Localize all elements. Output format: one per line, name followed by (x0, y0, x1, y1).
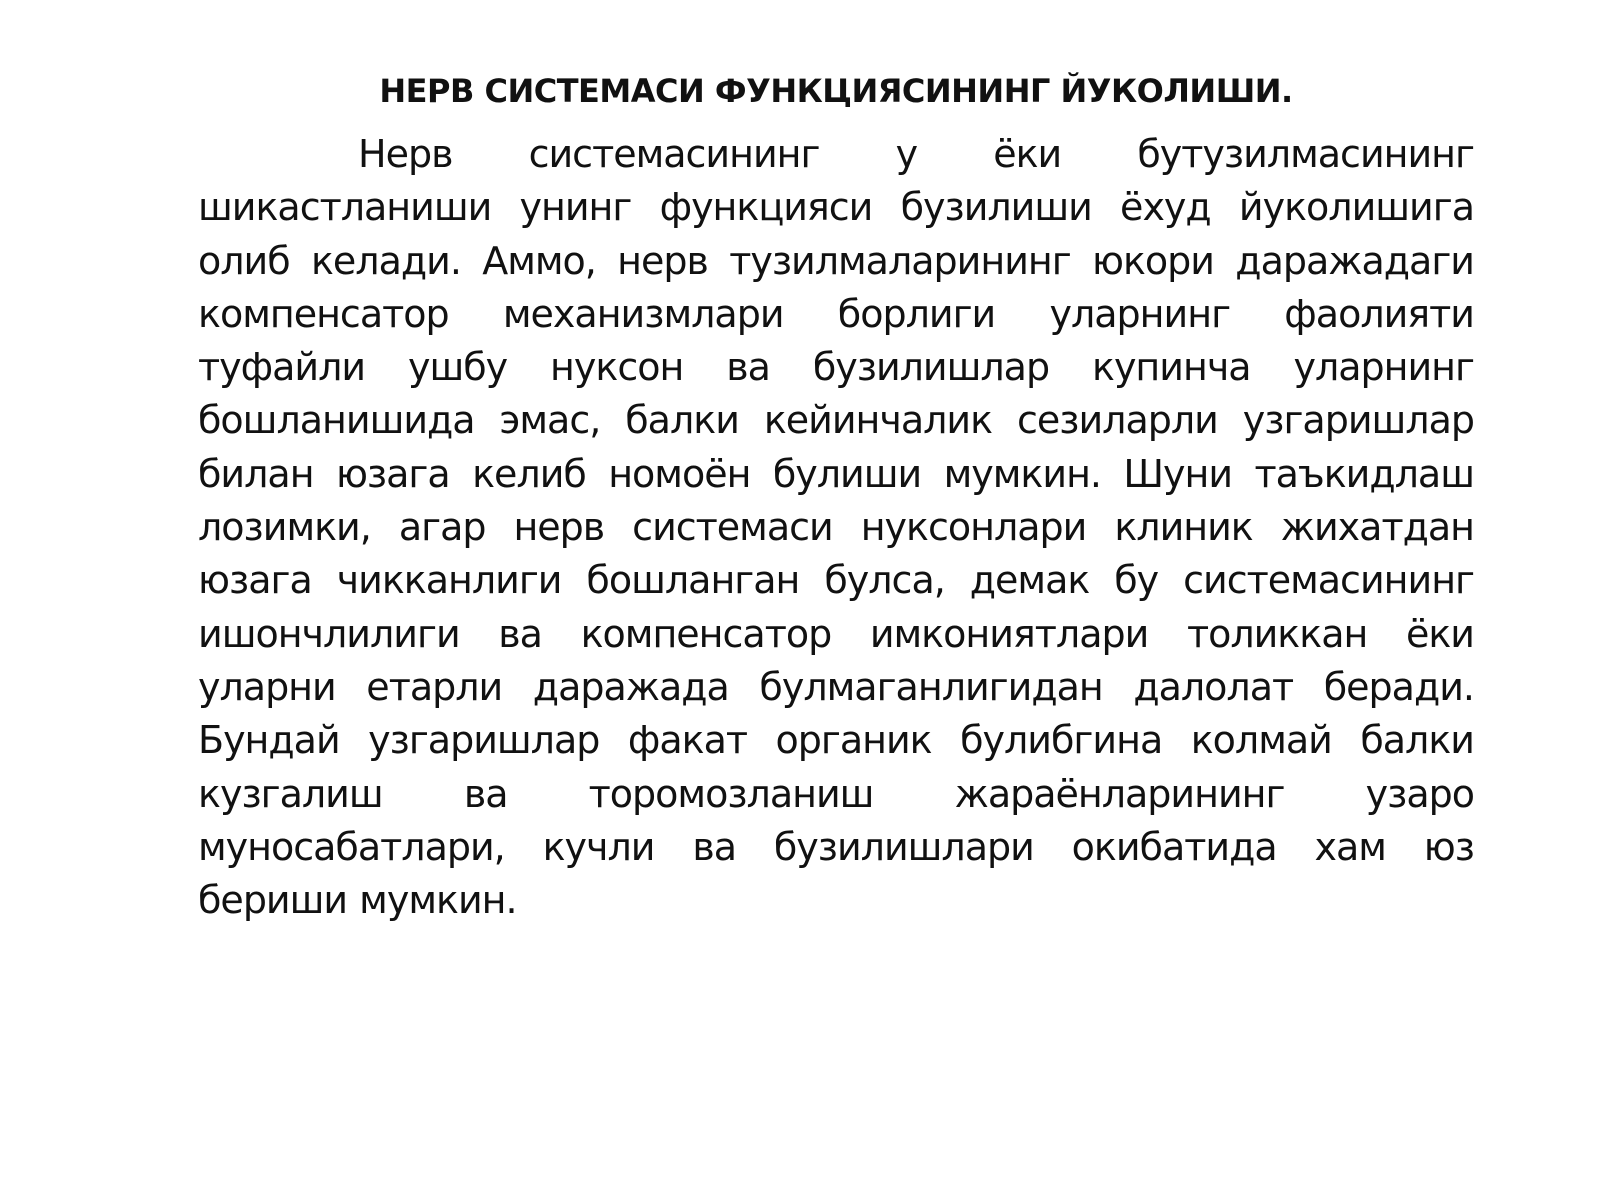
slide-body-text: Нерв системасининг у ёки бутузилмасининг шикастланиши унинг функцияси бузилиши ёхуд йуколишига олиб келади. Аммо, нерв тузилмаларининг юкори даражадаги компенсатор механизмлари борлиги уларнинг фаолияти туфайли ушбу нуксон ва бузилишлар купинча уларнинг бошланишида эмас, балки кейинчалик сезиларли узгаришлар билан юзага келиб номоён булиши мумкин. Шуни таъкидлаш лозимки, агар нерв системаси нуксонлари клиник жихатдан юзага чикканлиги бошланган булса, демак бу системасининг ишончлилиги ва компенсатор имкониятлари толиккан ёки уларни етарли даражада булмаганлигидан далолат беради. Бундай узгаришлар факат органик булибгина колмай балки кузгалиш ва торомозланиш жараёнларининг узаро муносабатлари, кучли ва бузилишлари окибатида хам юз бериши мумкин. (198, 132, 1474, 923)
slide-title: НЕРВ СИСТЕМАСИ ФУНКЦИЯСИНИНГ ЙУКОЛИШИ. (379, 72, 1293, 110)
